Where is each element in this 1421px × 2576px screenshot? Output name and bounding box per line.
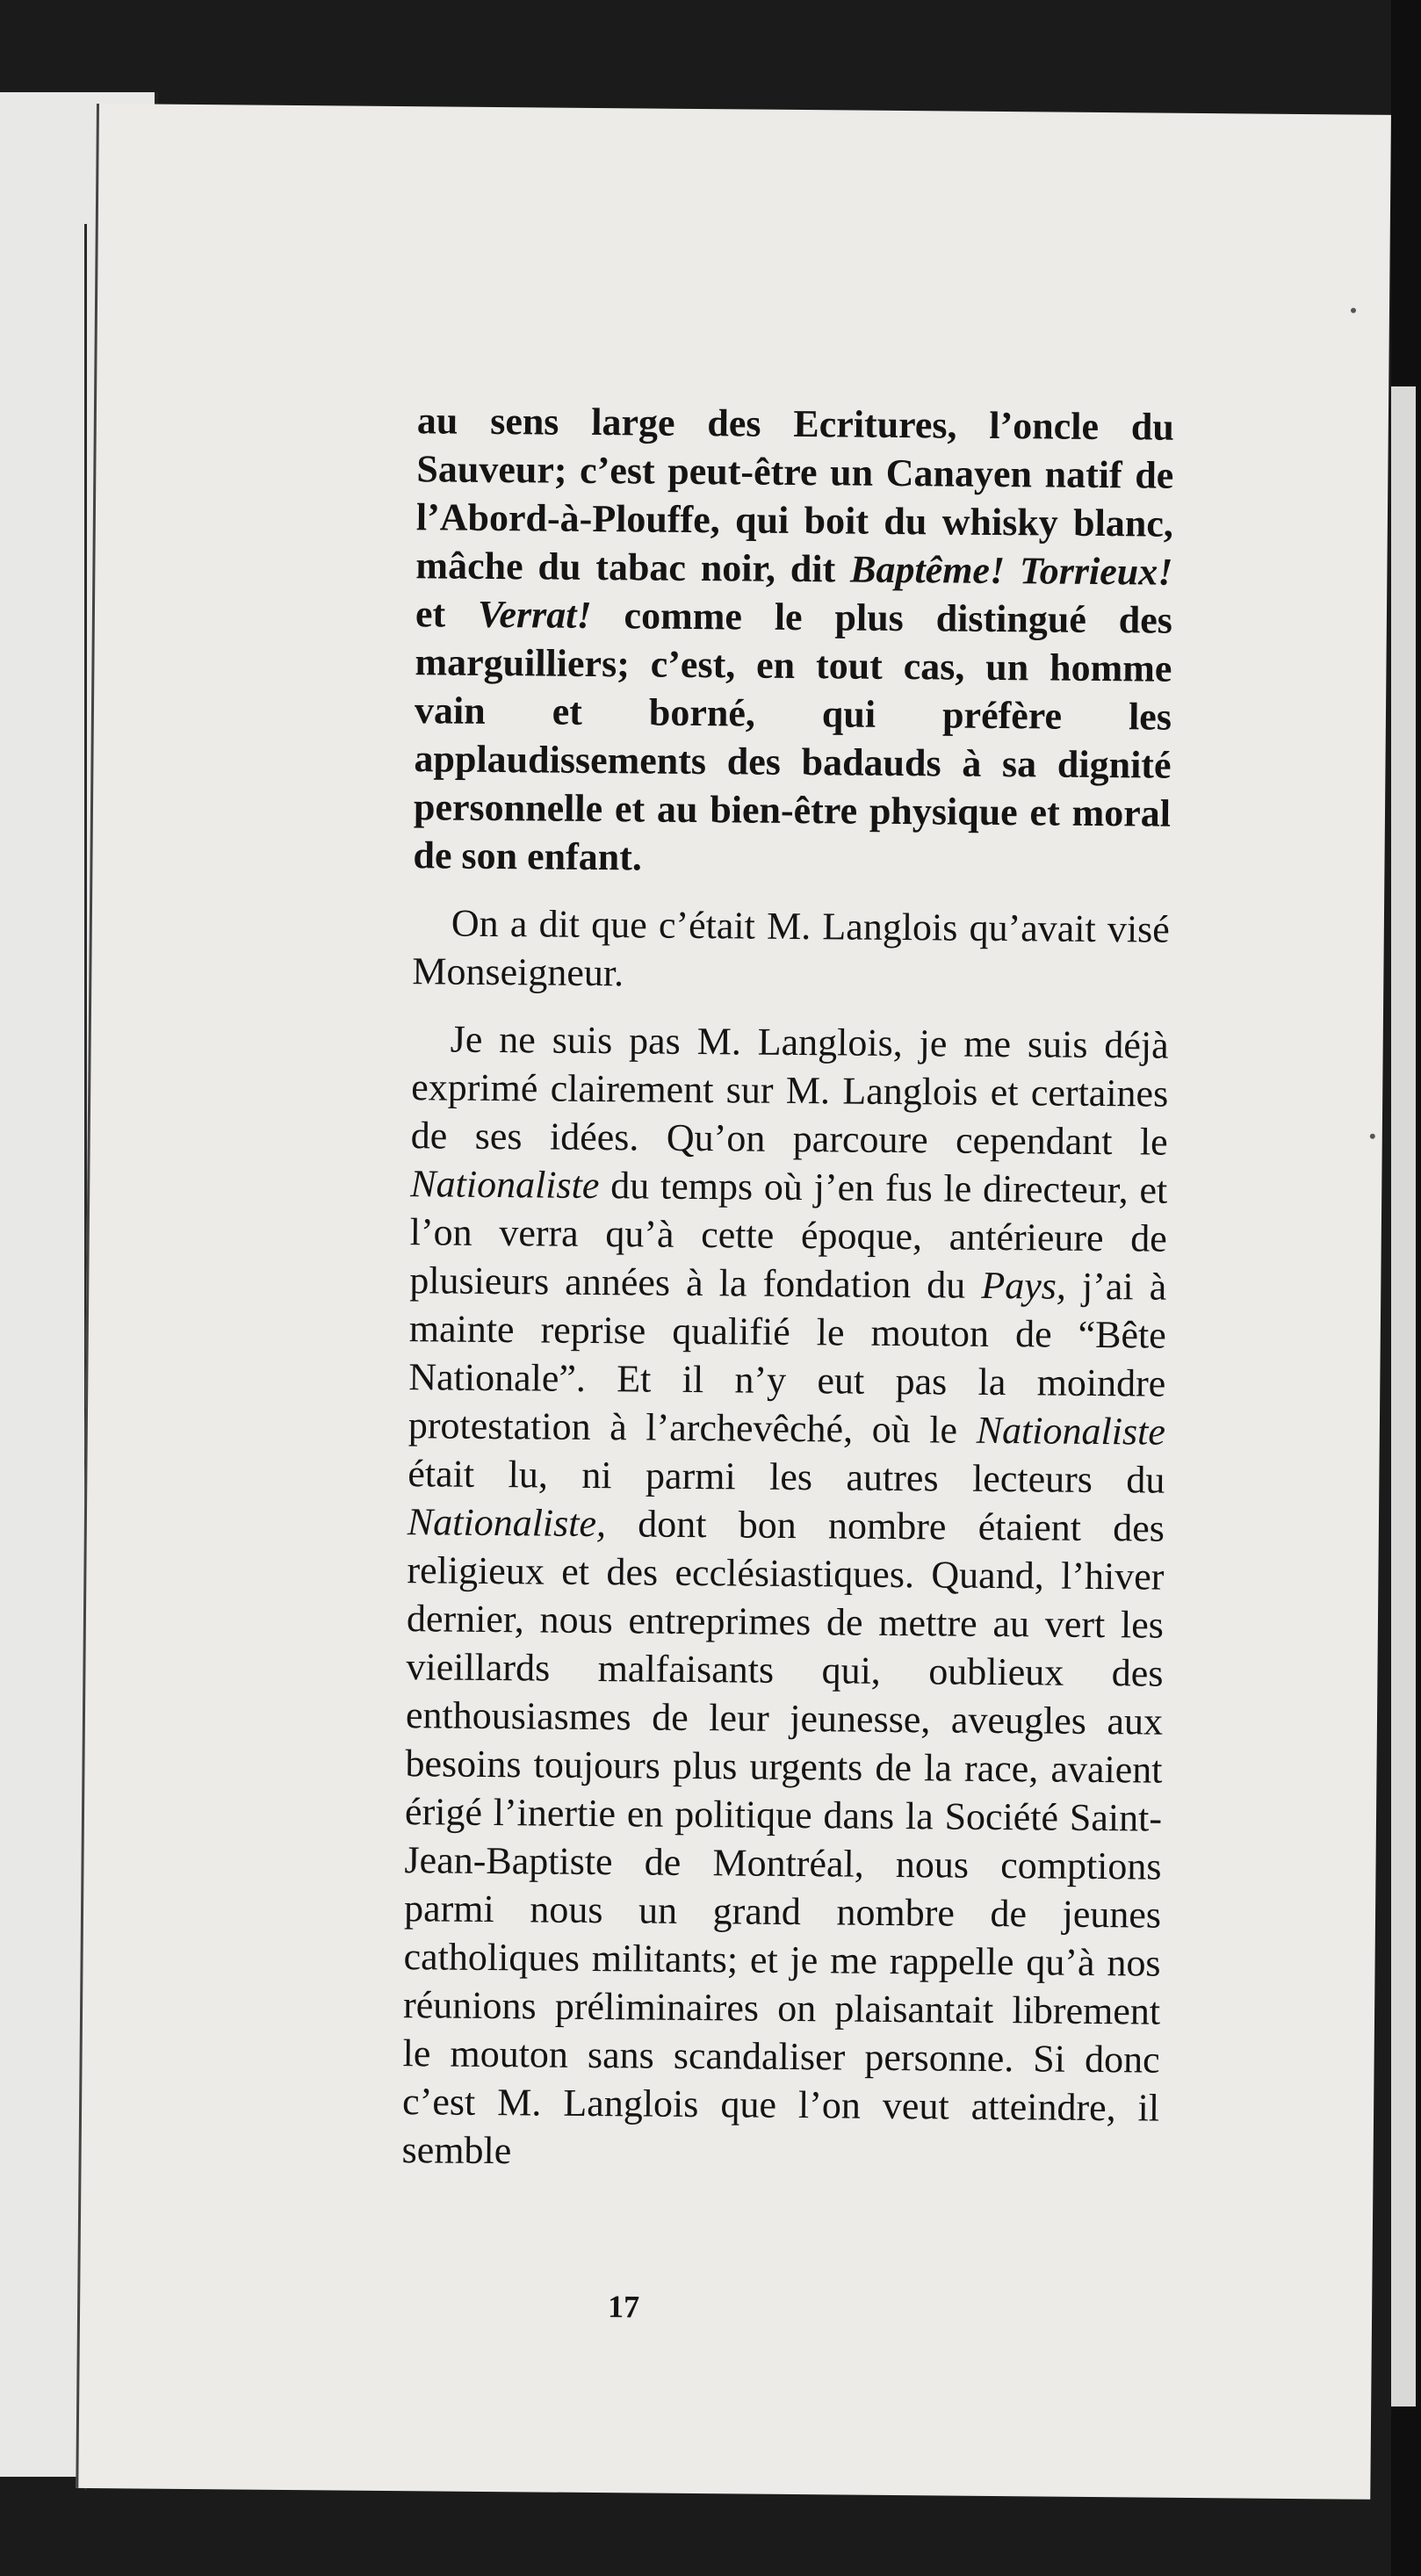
text-run: Je ne suis pas M. Langlois, je me suis déjà exprimé clairement sur M. Langlois et certaines de ses idées. Qu’on parcoure cependant le [410,1017,1169,1164]
italic-text-run: Pays, [981,1263,1067,1308]
paragraph-p1 [413,396,1174,886]
italic-text-run: Nationaliste [410,1162,600,1208]
page-number: 17 [607,2289,640,2325]
text-run: était lu, ni parmi les autres lecteurs du [408,1452,1165,1502]
text-run: au sens large des Ecritures, l’oncle du Sauveur; c’est peut-être un Canayen natif de l’Abord-à-Plouffe, qui boit du whisky blanc, mâche du tabac noir, dit [415,399,1175,591]
italic-text-run: Verrat! [477,592,592,637]
text-run: On a dit que c’était M. Langlois qu’avait visé Monseigneur. [412,901,1171,995]
dust-speck [1351,307,1356,313]
text-run: dont bon nombre étaient des religieux et des ecclésiastiques. Quand, l’hiver dernier, nous entreprimes de mettre au vert les vieillards malfaisants qui, oublieux des enthousiasmes de leur jeunesse, aveugles aux besoins toujours plus urgents de la race, avaient érigé l’inertie en politique dans la Société Saint-Jean-Baptiste de Montréal, nous comptions parmi nous un grand nombre de jeunes catholiques militants; et je me rappelle qu’à nos réunions préliminaires on plaisantait librement le mouton sans scandaliser personne. Si donc c’est M. Langlois que l’on veut atteindre, il semble [401,1502,1165,2173]
page-body-text [401,396,1174,2199]
text-run: j’ai à mainte reprise qualifié le mouton de “Bête Nationale”. Et il n’y eut pas la moindre protestation à l’archevêché, où le [408,1264,1167,1452]
scanner-right-edge [1391,0,1421,2576]
dust-speck [1370,1134,1375,1139]
text-run: comme le plus distingué des marguilliers; c’est, en tout cas, un homme vain et borné, qui préfère les applaudissements des badauds à sa dignité personnelle et au bien-être physique et moral de son enfant. [413,593,1173,879]
italic-text-run: Baptême! Torrieux! [849,547,1173,594]
italic-text-run: Nationaliste, [407,1500,607,1546]
text-run: du temps où j’en fus le directeur, et l’on verra qu’à cette époque, antérieure de plusieurs années à la fondation du [409,1164,1168,1307]
paragraph-p2 [412,898,1170,1002]
italic-text-run: Nationaliste [976,1408,1166,1454]
paragraph-p3 [401,1014,1168,2180]
text-run: et [415,592,479,636]
book-page [76,104,1391,2500]
next-page-edge [1391,386,1416,2406]
